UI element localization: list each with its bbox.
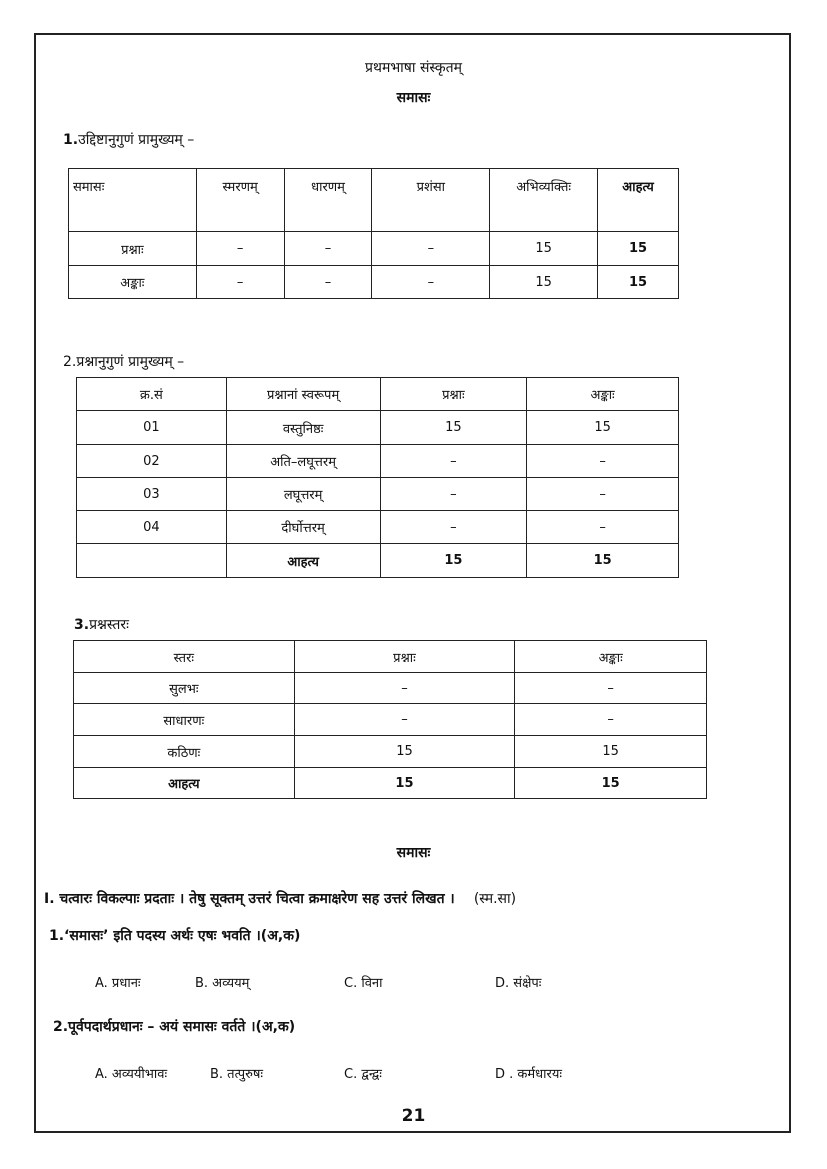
instruction-text: I. चत्वारः विकल्पाः प्रदताः । तेषु सूक्तम् उत्तरं चित्वा क्रमाक्षरेण सह उत्तरं लिखत । [44, 891, 455, 907]
option-b: B. अव्ययम् [195, 976, 250, 991]
table-cell: – [380, 478, 527, 511]
blueprint-table [68, 168, 679, 299]
table-header-row [77, 378, 679, 411]
page-number: 21 [401, 1106, 426, 1126]
table-cell [77, 544, 227, 578]
question-1: 1.‘समासः’ इति पदस्य अर्थः एषः भवति ।(अ,क) [49, 928, 301, 944]
option-b: B. तत्पुरुषः [210, 1067, 264, 1082]
table-cell: 15 [527, 411, 679, 445]
table-cell: 15 [527, 544, 679, 578]
table-cell: आहत्य [74, 768, 295, 799]
table-cell: 01 [77, 411, 227, 445]
table-row [77, 411, 679, 445]
section3-heading-number: 3. [74, 617, 90, 633]
table-header-row [74, 641, 707, 673]
table-total-row [74, 768, 707, 799]
table-cell: – [527, 478, 679, 511]
table-cell: 15 [294, 736, 515, 768]
option-c: C. द्वन्द्वः [344, 1067, 382, 1082]
table-cell: – [515, 704, 707, 736]
table-cell: प्रश्नाः [69, 232, 197, 266]
page-title: प्रथमभाषा संस्कृतम् [365, 60, 462, 76]
table-cell: 15 [515, 768, 707, 799]
table-cell: – [196, 232, 284, 266]
table-cell: 04 [77, 511, 227, 544]
table-row [74, 736, 707, 768]
section2-heading: 2.प्रश्नानुगुणं प्रामुख्यम् – [63, 354, 185, 370]
table-row [77, 445, 679, 478]
instruction-line [44, 888, 804, 908]
table-header-cell: प्रश्नाः [380, 378, 527, 411]
table-header-row [69, 169, 679, 232]
samasa-title: समासः [396, 845, 431, 861]
table-cell: 15 [380, 411, 527, 445]
table-cell: 15 [515, 736, 707, 768]
question-2-options [0, 1064, 827, 1084]
table-header-cell: स्तरः [74, 641, 295, 673]
section3-heading-text: प्रश्नस्तरः [89, 617, 129, 633]
table-cell: 15 [490, 266, 598, 299]
table-header-cell: अङ्काः [527, 378, 679, 411]
table-cell: – [294, 673, 515, 704]
table-cell: – [372, 232, 490, 266]
table-header-cell: धारणम् [284, 169, 372, 232]
table-cell: – [380, 511, 527, 544]
table-header-cell: आहत्य [598, 169, 679, 232]
table-row [74, 704, 707, 736]
table-row [74, 673, 707, 704]
option-a: A. प्रधानः [95, 976, 141, 991]
table-header-cell: समासः [69, 169, 197, 232]
table-cell: – [284, 266, 372, 299]
table-cell: लघूत्तरम् [226, 478, 380, 511]
table-cell: – [294, 704, 515, 736]
table-cell: 03 [77, 478, 227, 511]
table-cell: 02 [77, 445, 227, 478]
table-cell: 15 [598, 266, 679, 299]
table-total-row [77, 544, 679, 578]
table-cell: साधारणः [74, 704, 295, 736]
table-cell: वस्तुनिष्ठः [226, 411, 380, 445]
table-cell: अति–लघूत्तरम् [226, 445, 380, 478]
option-a: A. अव्ययीभावः [95, 1067, 168, 1082]
option-c: C. विना [344, 976, 383, 991]
table-header-cell: अभिव्यक्तिः [490, 169, 598, 232]
table-row [77, 511, 679, 544]
table-cell: 15 [490, 232, 598, 266]
option-d: D. संक्षेपः [495, 976, 542, 991]
page-subtitle: समासः [396, 90, 431, 106]
table-cell: – [380, 445, 527, 478]
section3-heading [74, 615, 129, 634]
table-header-cell: अङ्काः [515, 641, 707, 673]
table-cell: – [196, 266, 284, 299]
table-cell: दीर्घोत्तरम् [226, 511, 380, 544]
instruction-tag: (स्म.सा) [473, 891, 517, 907]
table-cell: – [527, 511, 679, 544]
table-cell: सुलभः [74, 673, 295, 704]
table-cell: 15 [380, 544, 527, 578]
table-header-cell: प्रश्नानां स्वरूपम् [226, 378, 380, 411]
option-d: D . कर्मधारयः [495, 1067, 563, 1082]
table-cell: – [284, 232, 372, 266]
table-row [77, 478, 679, 511]
section1-heading-text: उद्दिष्टानुगुणं प्रामुख्यम् – [78, 132, 195, 148]
table-cell: 15 [294, 768, 515, 799]
table-header-cell: प्रशंसा [372, 169, 490, 232]
table-header-cell: स्मरणम् [196, 169, 284, 232]
table-row [69, 266, 679, 299]
question-1-options [0, 973, 827, 993]
question-2: 2.पूर्वपदार्थप्रधानः – अयं समासः वर्तते ।(अ,क) [53, 1019, 296, 1035]
table-header-cell: क्र.सं [77, 378, 227, 411]
section1-heading [63, 130, 194, 149]
table-cell: आहत्य [226, 544, 380, 578]
table-cell: – [515, 673, 707, 704]
table-cell: – [527, 445, 679, 478]
section1-heading-number: 1. [63, 132, 79, 148]
table-row [69, 232, 679, 266]
question-type-table [76, 377, 679, 578]
table-cell: 15 [598, 232, 679, 266]
difficulty-table [73, 640, 707, 799]
table-cell: – [372, 266, 490, 299]
table-cell: अङ्काः [69, 266, 197, 299]
table-header-cell: प्रश्नाः [294, 641, 515, 673]
table-cell: कठिणः [74, 736, 295, 768]
